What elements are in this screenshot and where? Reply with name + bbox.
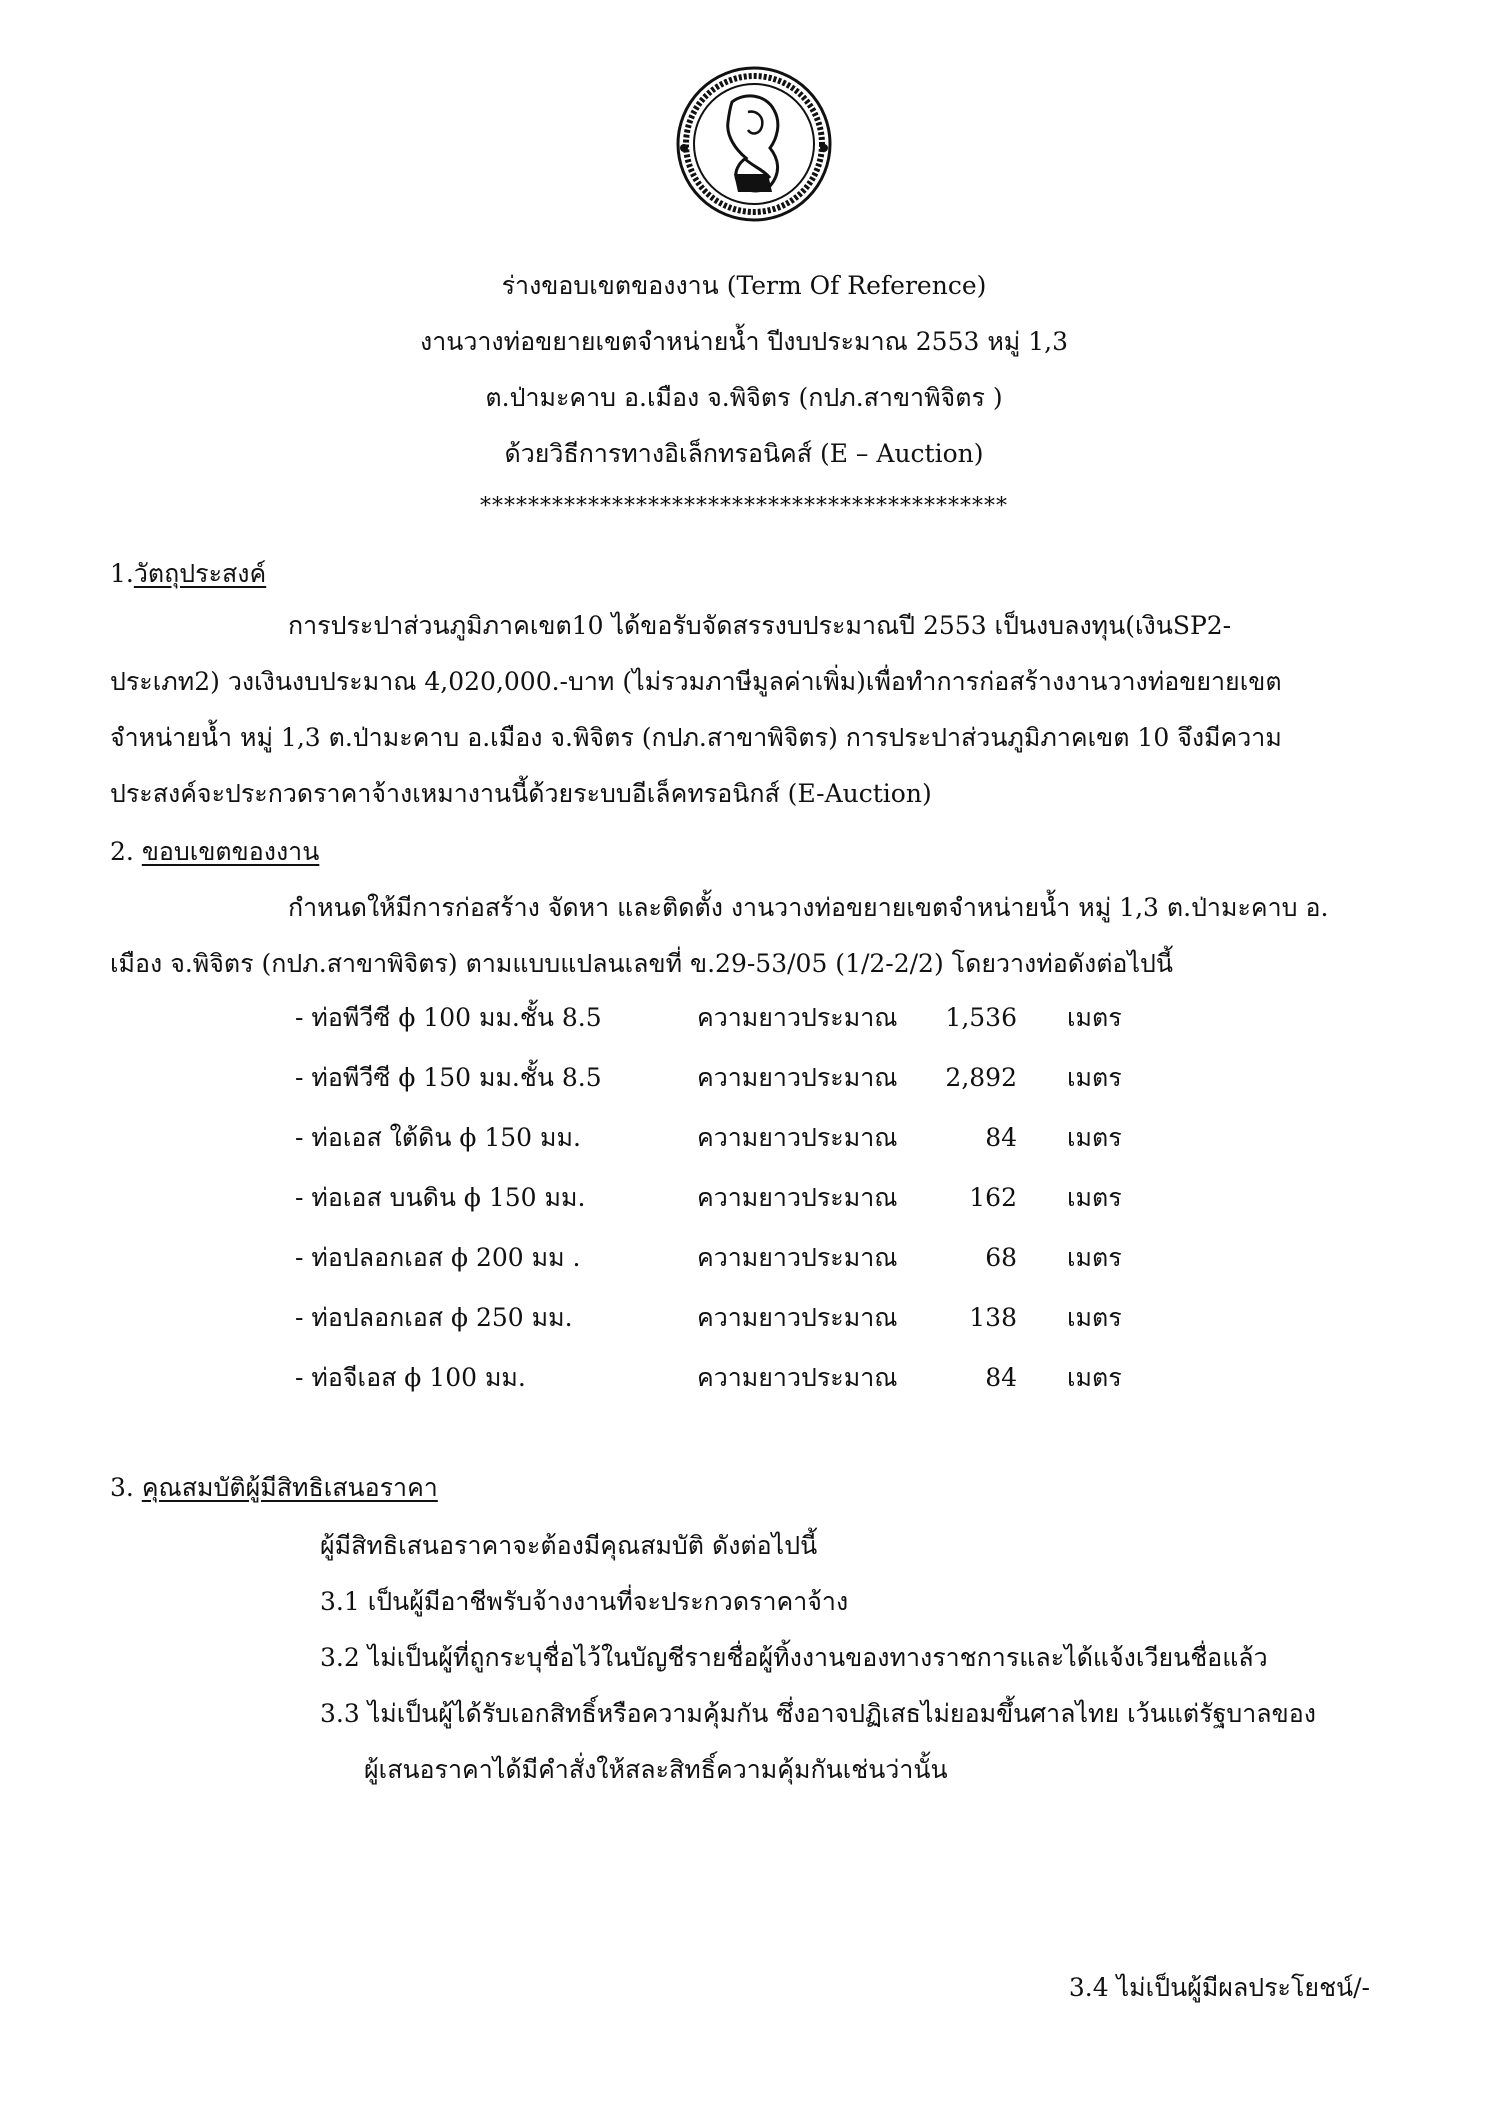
section-1-line-2: ประเภท2) วงเงินงบประมาณ 4,020,000.-บาท (ไม่รวมภาษีมูลค่าเพิ่ม)เพื่อทำการก่อสร้างงานวางท่อขยายเขต bbox=[110, 667, 1282, 696]
pipe-list bbox=[295, 998, 1195, 1418]
pipe-row bbox=[295, 1058, 1195, 1118]
pipe-name: - ท่อจีเอส ϕ 100 มม. bbox=[295, 1363, 526, 1392]
section-1-heading bbox=[110, 556, 266, 592]
pipe-row bbox=[295, 1118, 1195, 1178]
qualification-3-2: 3.2 ไม่เป็นผู้ที่ถูกระบุชื่อไว้ในบัญชีรายชื่อผู้ทิ้งงานของทางราชการและได้แจ้งเวียนชื่อแล้ว bbox=[320, 1643, 1268, 1672]
pipe-length: 138 bbox=[969, 1303, 1017, 1332]
section-3-intro: ผู้มีสิทธิเสนอราคาจะต้องมีคุณสมบัติ ดังต่อไปนี้ bbox=[320, 1531, 818, 1560]
pipe-length: 2,892 bbox=[945, 1063, 1017, 1092]
qualification-3-3-continued: ผู้เสนอราคาได้มีคำสั่งให้สละสิทธิ์ความคุ้มกันเช่นว่านั้น bbox=[364, 1755, 948, 1784]
pipe-row bbox=[295, 1298, 1195, 1358]
section-1-line-4: ประสงค์จะประกวดราคาจ้างเหมางานนี้ด้วยระบบอีเล็คทรอนิกส์ (E-Auction) bbox=[110, 779, 932, 808]
qualification-3-1: 3.1 เป็นผู้มีอาชีพรับจ้างงานที่จะประกวดราคาจ้าง bbox=[320, 1587, 849, 1616]
section-3-title: คุณสมบัติผู้มีสิทธิเสนอราคา bbox=[141, 1473, 438, 1502]
pipe-length: 84 bbox=[985, 1123, 1017, 1152]
length-unit: เมตร bbox=[1067, 1063, 1122, 1092]
pipe-name: - ท่อปลอกเอส ϕ 250 มม. bbox=[295, 1303, 573, 1332]
title-line-3: ต.ป่ามะคาบ อ.เมือง จ.พิจิตร (กปภ.สาขาพิจิตร ) bbox=[485, 383, 1003, 412]
length-label: ความยาวประมาณ bbox=[697, 1363, 898, 1392]
section-1-line-1: การประปาส่วนภูมิภาคเขต10 ได้ขอรับจัดสรรงบประมาณปี 2553 เป็นงบลงทุน(เงินSP2- bbox=[288, 611, 1232, 640]
length-label: ความยาวประมาณ bbox=[697, 1243, 898, 1272]
pipe-row bbox=[295, 1178, 1195, 1238]
length-unit: เมตร bbox=[1067, 1003, 1122, 1032]
separator-stars: ******************************************** bbox=[480, 494, 1008, 519]
pipe-row bbox=[295, 998, 1195, 1058]
pipe-name: - ท่อปลอกเอส ϕ 200 มม . bbox=[295, 1243, 581, 1272]
pipe-row bbox=[295, 1238, 1195, 1298]
section-1-line-3: จำหน่ายน้ำ หมู่ 1,3 ต.ป่ามะคาบ อ.เมือง จ.พิจิตร (กปภ.สาขาพิจิตร) การประปาส่วนภูมิภาคเขต 10 จึงมีความ bbox=[110, 723, 1282, 752]
section-2-number: 2. bbox=[110, 837, 134, 866]
pipe-name: - ท่อพีวีซี ϕ 150 มม.ชั้น 8.5 bbox=[295, 1063, 602, 1092]
title-line-2: งานวางท่อขยายเขตจำหน่ายน้ำ ปีงบประมาณ 2553 หมู่ 1,3 bbox=[420, 327, 1068, 356]
section-3-number: 3. bbox=[110, 1473, 134, 1502]
pwa-seal-logo bbox=[674, 62, 834, 227]
pipe-name: - ท่อเอส ใต้ดิน ϕ 150 มม. bbox=[295, 1123, 581, 1152]
section-1-number: 1. bbox=[110, 559, 134, 588]
length-label: ความยาวประมาณ bbox=[697, 1303, 898, 1332]
length-unit: เมตร bbox=[1067, 1303, 1122, 1332]
next-page-continuation: 3.4 ไม่เป็นผู้มีผลประโยชน์/- bbox=[1068, 1973, 1370, 2002]
length-label: ความยาวประมาณ bbox=[697, 1063, 898, 1092]
section-2-line-1: กำหนดให้มีการก่อสร้าง จัดหา และติดตั้ง งานวางท่อขยายเขตจำหน่ายน้ำ หมู่ 1,3 ต.ป่ามะคาบ อ. bbox=[288, 893, 1329, 922]
section-3-heading bbox=[110, 1470, 438, 1506]
section-2-heading bbox=[110, 834, 319, 870]
section-2-line-2: เมือง จ.พิจิตร (กปภ.สาขาพิจิตร) ตามแบบแปลนเลขที่ ข.29-53/05 (1/2-2/2) โดยวางท่อดังต่อไปนี้ bbox=[110, 949, 1173, 978]
qualification-3-3: 3.3 ไม่เป็นผู้ได้รับเอกสิทธิ์หรือความคุ้มกัน ซึ่งอาจปฏิเสธไม่ยอมขึ้นศาลไทย เว้นแต่รัฐบาลของ bbox=[320, 1699, 1316, 1728]
pipe-length: 68 bbox=[985, 1243, 1017, 1272]
pipe-length: 162 bbox=[969, 1183, 1017, 1212]
pipe-name: - ท่อเอส บนดิน ϕ 150 มม. bbox=[295, 1183, 586, 1212]
length-label: ความยาวประมาณ bbox=[697, 1183, 898, 1212]
length-unit: เมตร bbox=[1067, 1183, 1122, 1212]
length-unit: เมตร bbox=[1067, 1123, 1122, 1152]
length-unit: เมตร bbox=[1067, 1243, 1122, 1272]
length-unit: เมตร bbox=[1067, 1363, 1122, 1392]
title-line-4: ด้วยวิธีการทางอิเล็กทรอนิคส์ (E – Auction) bbox=[504, 439, 984, 468]
section-2-title: ขอบเขตของงาน bbox=[141, 837, 320, 866]
pipe-length: 84 bbox=[985, 1363, 1017, 1392]
title-line-1: ร่างขอบเขตของงาน (Term Of Reference) bbox=[501, 271, 987, 300]
pipe-length: 1,536 bbox=[945, 1003, 1017, 1032]
section-1-title: วัตถุประสงค์ bbox=[133, 559, 267, 588]
length-label: ความยาวประมาณ bbox=[697, 1123, 898, 1152]
pipe-row bbox=[295, 1358, 1195, 1418]
pipe-name: - ท่อพีวีซี ϕ 100 มม.ชั้น 8.5 bbox=[295, 1003, 602, 1032]
length-label: ความยาวประมาณ bbox=[697, 1003, 898, 1032]
